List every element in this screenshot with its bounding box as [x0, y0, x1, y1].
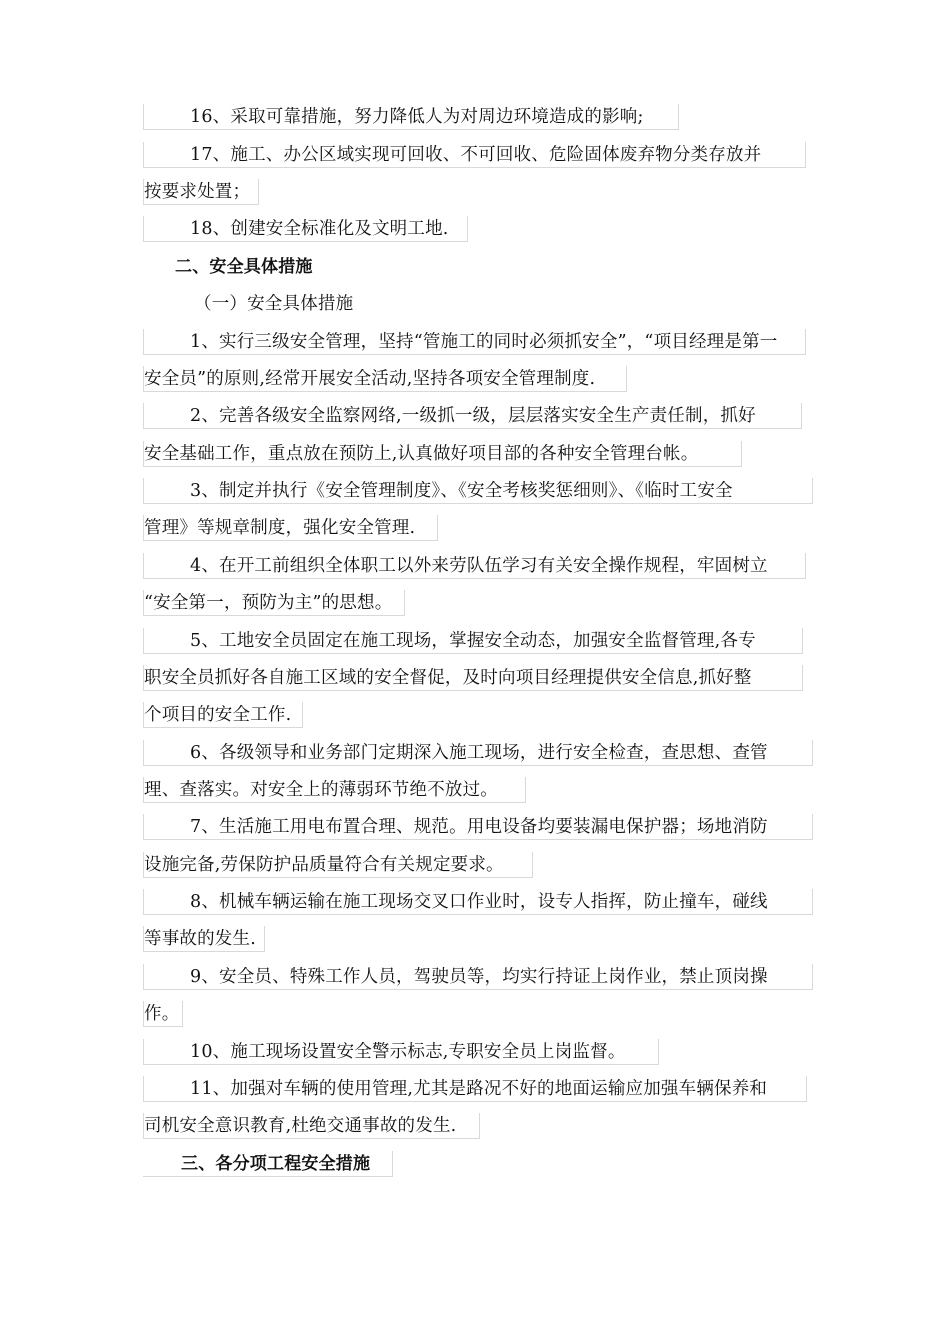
paragraph-line: 作。: [143, 1001, 183, 1027]
paragraph-line: 司机安全意识教育,杜绝交通事故的发生.: [143, 1113, 480, 1139]
paragraph-line: 18、创建安全标准化及文明工地.: [143, 216, 468, 242]
paragraph-line: 17、施工、办公区域实现可回收、不可回收、危险固体废弃物分类存放并: [143, 142, 806, 168]
section-heading: 三、各分项工程安全措施: [143, 1151, 393, 1177]
paragraph-line: 1、实行三级安全管理，坚持“管施工的同时必须抓安全”，“项目经理是第一: [143, 329, 806, 355]
paragraph-line: 理、查落实。对安全上的薄弱环节绝不放过。: [143, 777, 526, 803]
paragraph-line: 9、安全员、特殊工作人员，驾驶员等，均实行持证上岗作业，禁止顶岗操: [143, 964, 813, 990]
paragraph-line: 6、各级领导和业务部门定期深入施工现场，进行安全检查，查思想、查管: [143, 740, 813, 766]
paragraph-line: 8、机械车辆运输在施工现场交叉口作业时，设专人指挥，防止撞车，碰线: [143, 889, 813, 915]
paragraph-line: 设施完备,劳保防护品质量符合有关规定要求。: [143, 852, 533, 878]
paragraph-line: 11、加强对车辆的使用管理,尤其是路况不好的地面运输应加强车辆保养和: [143, 1076, 807, 1102]
paragraph-line: 个项目的安全工作.: [143, 702, 303, 728]
paragraph-line: 5、工地安全员固定在施工现场，掌握安全动态，加强安全监督管理,各专: [143, 628, 803, 654]
paragraph-line: 职安全员抓好各自施工区域的安全督促，及时向项目经理提供安全信息,抓好整: [143, 665, 803, 691]
paragraph-line: 7、生活施工用电布置合理、规范。用电设备均要装漏电保护器；场地消防: [143, 814, 813, 840]
paragraph-line: 管理》等规章制度，强化安全管理.: [143, 515, 438, 541]
paragraph-line: 安全员”的原则,经常开展安全活动,坚持各项安全管理制度.: [143, 366, 627, 392]
paragraph-line: 4、在开工前组织全体职工以外来劳队伍学习有关安全操作规程，牢固树立: [143, 553, 806, 579]
section-heading: 二、安全具体措施: [175, 257, 313, 277]
paragraph-line: “安全第一，预防为主”的思想。: [143, 590, 405, 616]
paragraph-line: 安全基础工作，重点放在预防上,认真做好项目部的各种安全管理台帐。: [143, 441, 742, 467]
subsection-heading: （一）安全具体措施: [194, 294, 354, 314]
paragraph-line: 2、完善各级安全监察网络,一级抓一级，层层落实安全生产责任制，抓好: [143, 403, 802, 429]
paragraph-line: 等事故的发生.: [143, 926, 265, 952]
paragraph-line: 3、制定并执行《安全管理制度》、《安全考核奖惩细则》、《临时工安全: [143, 478, 813, 504]
paragraph-line: 16、采取可靠措施，努力降低人为对周边环境造成的影响;: [143, 104, 679, 130]
paragraph-line: 按要求处置；: [143, 179, 259, 205]
paragraph-line: 10、施工现场设置安全警示标志,专职安全员上岗监督。: [143, 1039, 659, 1065]
